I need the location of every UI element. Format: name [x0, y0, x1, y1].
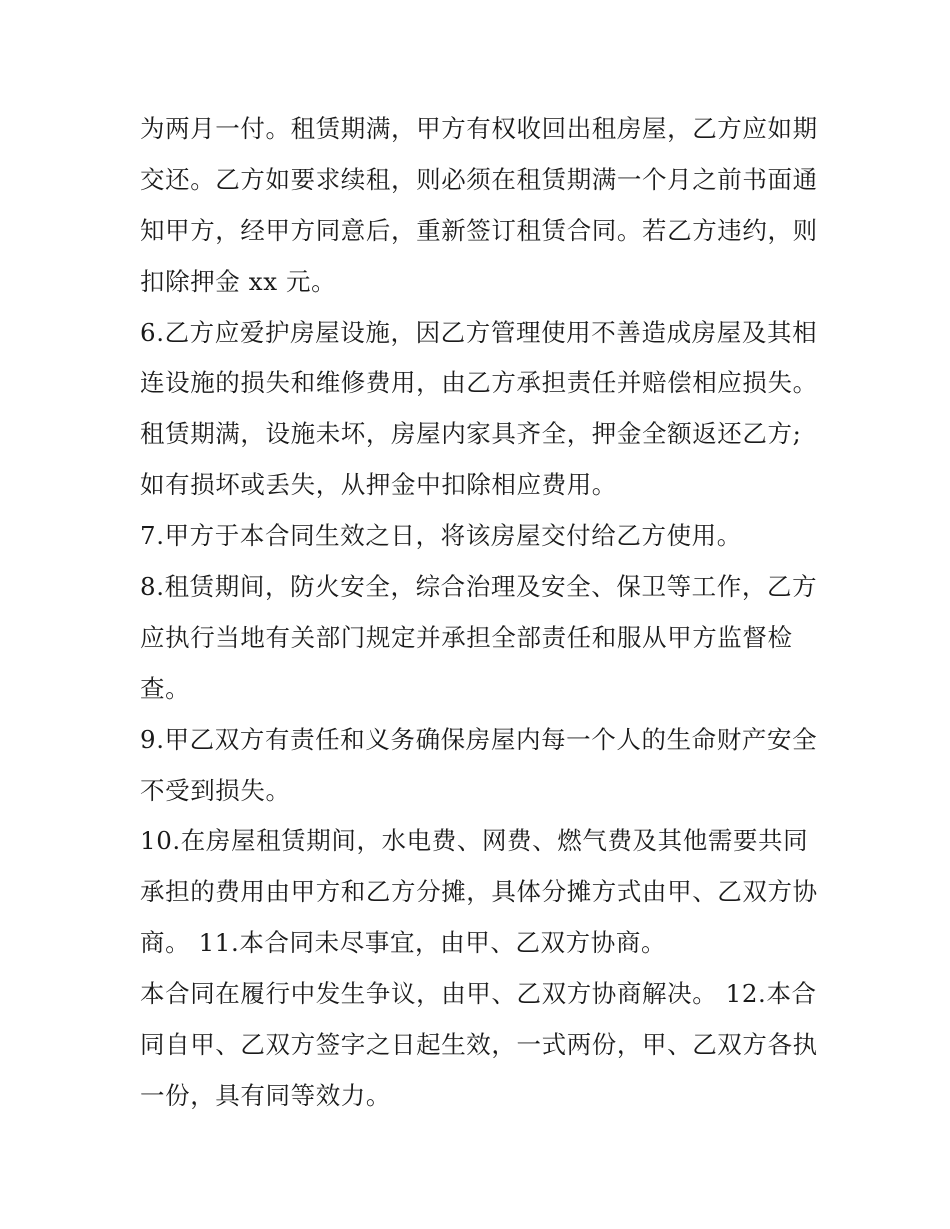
document-body — [140, 104, 820, 1122]
text-line: 承担的费用由甲方和乙方分摊，具体分摊方式由甲、乙双方协 — [140, 877, 818, 907]
text-line: 本合同在履行中发生争议，由甲、乙双方协商解决。 12.本合 — [140, 979, 817, 1009]
text-line: 知甲方，经甲方同意后，重新签订租赁合同。若乙方违约，则 — [140, 215, 818, 245]
text-line: 连设施的损失和维修费用，由乙方承担责任并赔偿相应损失。 — [140, 368, 818, 398]
text-line: 9.甲乙双方有责任和义务确保房屋内每一个人的生命财产安全 — [140, 724, 818, 754]
paragraph-rent-term — [140, 104, 820, 308]
text-line: 7.甲方于本合同生效之日，将该房屋交付给乙方使用。 — [140, 521, 742, 551]
clause-7 — [140, 511, 820, 562]
clause-8 — [140, 562, 820, 715]
text-line: 如有损坏或丢失，从押金中扣除相应费用。 — [140, 470, 617, 500]
clause-12 — [140, 969, 820, 1122]
text-line: 租赁期满，设施未坏，房屋内家具齐全，押金全额返还乙方; — [140, 419, 802, 449]
text-line: 8.租赁期间，防火安全，综合治理及安全、保卫等工作，乙方 — [140, 572, 818, 602]
text-line: 交还。乙方如要求续租，则必须在租赁期满一个月之前书面通 — [140, 164, 818, 194]
text-line: 扣除押金 xx 元。 — [140, 266, 337, 296]
text-line: 应执行当地有关部门规定并承担全部责任和服从甲方监督检 — [140, 622, 793, 652]
text-line: 不受到损失。 — [140, 775, 291, 805]
clause-6 — [140, 308, 820, 512]
clause-10-11 — [140, 816, 820, 969]
text-line: 一份，具有同等效力。 — [140, 1080, 391, 1110]
clause-9 — [140, 715, 820, 817]
text-line: 10.在房屋租赁期间，水电费、网费、燃气费及其他需要共同 — [140, 826, 809, 856]
text-line: 6.乙方应爱护房屋设施，因乙方管理使用不善造成房屋及其相 — [140, 317, 818, 347]
text-line: 为两月一付。租赁期满，甲方有权收回出租房屋，乙方应如期 — [140, 114, 818, 143]
text-line: 同自甲、乙双方签字之日起生效，一式两份，甲、乙双方各执 — [140, 1030, 818, 1060]
text-line: 商。 11.本合同未尽事宜，由甲、乙双方协商。 — [140, 928, 667, 958]
text-line: 查。 — [140, 673, 191, 703]
